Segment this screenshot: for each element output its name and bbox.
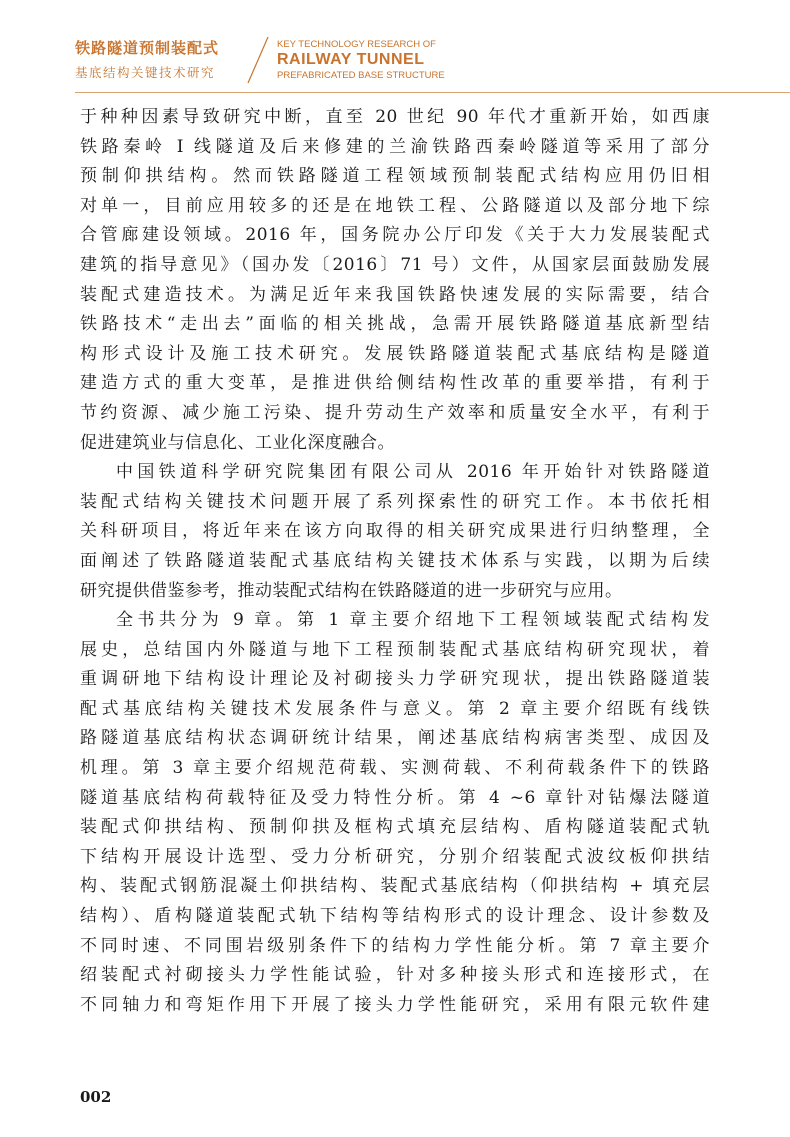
body-line: 不同时速、不同围岩级别条件下的结构力学性能分析。第 7 章主要介 — [80, 935, 710, 956]
body-line: 构、装配式钢筋混凝土仰拱结构、装配式基底结构（仰拱结构 + 填充层 — [80, 876, 710, 897]
header-rule — [75, 92, 790, 93]
body-line: 隧道基底结构荷载特征及受力特性分析。第 4 ~6 章针对钻爆法隧道 — [80, 787, 710, 808]
body-line: 促进建筑业与信息化、工业化深度融合。 — [80, 432, 395, 453]
body-line: 装配式仰拱结构、预制仰拱及框构式填充层结构、盾构隧道装配式轨 — [80, 817, 710, 838]
header-book-title: 铁路隧道预制装配式 — [75, 39, 220, 57]
body-line: 于种种因素导致研究中断，直至 20 世纪 90 年代才重新开始，如西康 — [80, 107, 710, 127]
body-line: 装配式建造技术。为满足近年来我国铁路快速发展的实际需要，结合 — [80, 284, 710, 305]
body-line: 构形式设计及施工技术研究。发展铁路隧道装配式基底结构是隧道 — [80, 343, 710, 364]
body-line: 装配式结构关键技术问题开展了系列探索性的研究工作。本书依托相 — [80, 491, 710, 512]
body-text — [80, 103, 710, 1020]
body-line: 重调研地下结构设计理论及衬砌接头力学研究现状，提出铁路隧道装 — [80, 669, 710, 690]
page-number: 002 — [80, 1088, 112, 1106]
body-line: 中国铁道科学研究院集团有限公司从 2016 年开始针对铁路隧道 — [116, 462, 710, 483]
header-english-line-3: PREFABRICATED BASE STRUCTURE — [277, 70, 445, 81]
body-line: 下结构开展设计选型、受力分析研究，分别介绍装配式波纹板仰拱结 — [80, 846, 710, 867]
body-line: 结构）、盾构隧道装配式轨下结构等结构形式的设计理念、设计参数及 — [80, 906, 710, 927]
body-line: 面阐述了铁路隧道装配式基底结构关键技术体系与实践，以期为后续 — [80, 550, 710, 571]
body-line: 铁路技术“走出去”面临的相关挑战，急需开展铁路隧道基底新型结 — [80, 314, 710, 335]
running-header — [0, 30, 790, 92]
body-line: 建造方式的重大变革，是推进供给侧结构性改革的重要举措，有利于 — [80, 373, 710, 394]
body-line: 配式基底结构关键技术发展条件与意义。第 2 章主要介绍既有线铁 — [80, 698, 710, 719]
body-line: 研究提供借鉴参考，推动装配式结构在铁路隧道的进一步研究与应用。 — [80, 580, 623, 601]
body-line: 铁路秦岭 I 线隧道及后来修建的兰渝铁路西秦岭隧道等采用了部分 — [80, 136, 710, 157]
body-line: 建筑的指导意见》（国办发〔2016〕71 号）文件，从国家层面鼓励发展 — [80, 254, 710, 275]
body-line: 关科研项目，将近年来在该方向取得的相关研究成果进行归纳整理，全 — [80, 521, 710, 542]
body-line: 合管廊建设领域。2016 年，国务院办公厅印发《关于大力发展装配式 — [80, 225, 710, 246]
body-line: 不同轴力和弯矩作用下开展了接头力学性能研究，采用有限元软件建 — [80, 994, 710, 1015]
header-english-line-2: RAILWAY TUNNEL — [277, 51, 425, 68]
header-book-subtitle: 基底结构关键技术研究 — [75, 65, 216, 80]
header-slash-divider — [246, 36, 270, 84]
body-line: 绍装配式衬砌接头力学性能试验，针对多种接头形式和连接形式，在 — [80, 965, 710, 986]
body-line: 全书共分为 9 章。第 1 章主要介绍地下工程领域装配式结构发 — [116, 610, 710, 631]
body-line: 机理。第 3 章主要介绍规范荷载、实测荷载、不利荷载条件下的铁路 — [80, 758, 710, 779]
body-line: 展史，总结国内外隧道与地下工程预制装配式基底结构研究现状，着 — [80, 639, 710, 660]
body-line: 对单一，目前应用较多的还是在地铁工程、公路隧道以及部分地下综 — [80, 195, 710, 216]
body-line: 节约资源、减少施工污染、提升劳动生产效率和质量安全水平，有利于 — [80, 402, 710, 423]
header-english-line-1: KEY TECHNOLOGY RESEARCH OF — [277, 39, 436, 50]
body-line: 预制仰拱结构。然而铁路隧道工程领域预制装配式结构应用仍旧相 — [80, 166, 710, 187]
body-line: 路隧道基底结构状态调研统计结果，阐述基底结构病害类型、成因及 — [80, 728, 710, 749]
